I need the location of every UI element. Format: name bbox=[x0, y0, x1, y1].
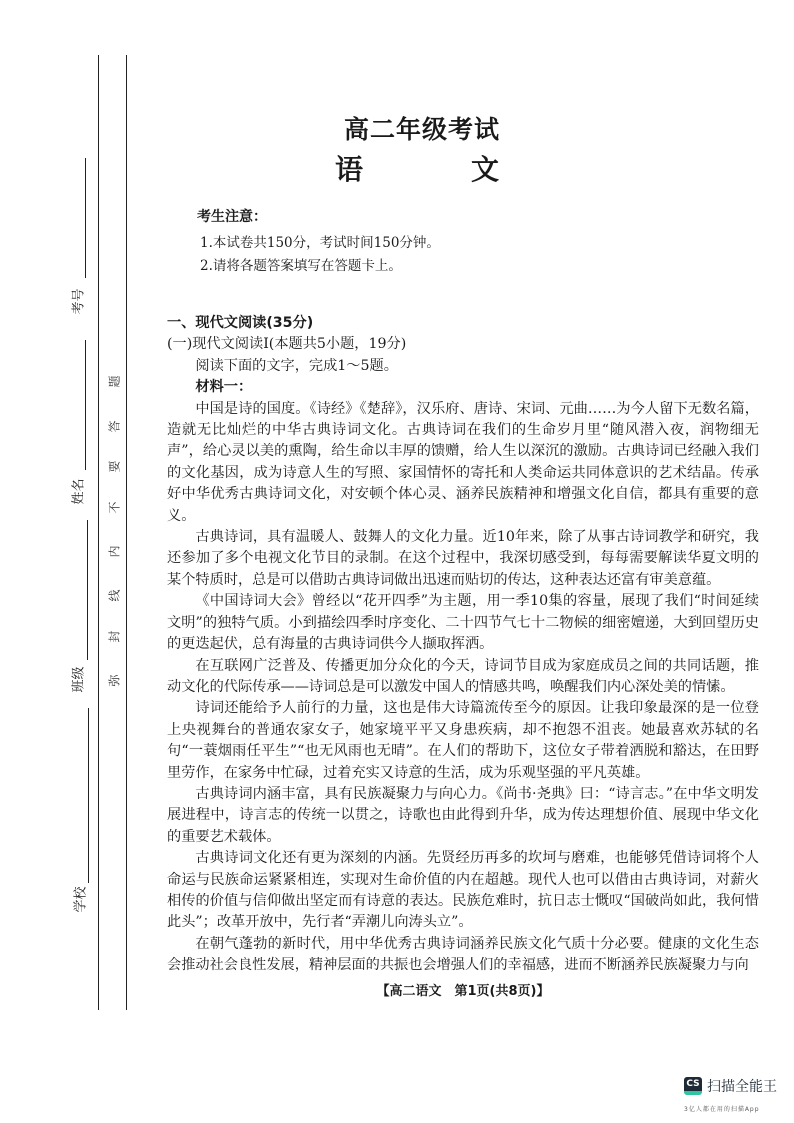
seal-char: 答 bbox=[107, 420, 122, 433]
school-label: 学校 bbox=[73, 886, 89, 913]
binding-line-inner bbox=[126, 55, 127, 1010]
seal-char: 要 bbox=[107, 460, 122, 473]
instruction: 阅读下面的文字，完成1～5题。 bbox=[195, 357, 398, 374]
exam-number-label: 考号 bbox=[71, 288, 87, 315]
notice-heading: 考生注意： bbox=[197, 209, 267, 225]
paragraph: 古典诗词内涵丰富，具有民族凝聚力与向心力。《尚书·尧典》曰：“诗言志。”在中华文明发展进程中，诗言志的传统一以贯之，诗歌也由此得到升华，成为传达理想价值、展现中华文化的重要艺术载体。 bbox=[167, 785, 759, 845]
seal-char: 题 bbox=[107, 375, 122, 388]
seal-char: 线 bbox=[107, 589, 122, 602]
material-label: 材料一： bbox=[195, 379, 253, 396]
sub-heading: (一)现代文阅读Ⅰ(本题共5小题，19分) bbox=[167, 336, 407, 353]
seal-char: 不 bbox=[107, 501, 122, 514]
seal-char: 封 bbox=[107, 630, 122, 643]
camscanner-logo-icon: CS bbox=[684, 1077, 702, 1095]
reading-passage bbox=[167, 313, 759, 1001]
page-footer: 【高二语文 第1页(共8页)】 bbox=[376, 983, 550, 999]
notice-item: 1.本试卷共150分，考试时间150分钟。 bbox=[200, 235, 440, 251]
paragraph: 在朝气蓬勃的新时代，用中华优秀古典诗词涵养民族文化气质十分必要。健康的文化生态会推动社会良性发展，精神层面的共振也会增强人们的幸福感，进而不断涵养民族凝聚力与向 bbox=[167, 935, 759, 974]
watermark-name: 扫描全能王 bbox=[707, 1079, 777, 1095]
paragraph: 古典诗词文化还有更为深刻的内涵。先贤经历再多的坎坷与磨难，也能够凭借诗词将个人命运与民族命运紧紧相连，实现对生命价值的内在超越。现代人也可以借由古典诗词，对薪火相传的价值与信仰做出坚定而有诗意的表达。民族危难时，抗日志士慨叹“国破尚如此，我何惜此头”；改革开放中，先行者“弄潮儿向涛头立”。 bbox=[167, 850, 759, 931]
paragraph: 《中国诗词大会》曾经以“花开四季”为主题，用一季10集的容量，展现了我们“时间延续文明”的独特气质。小到描绘四季时序变化、二十四节气七十二物候的细密嬗递，大到回望历史的更迭起伏，总有海量的古典诗词供今人撷取挥洒。 bbox=[167, 593, 759, 653]
paragraph: 在互联网广泛普及、传播更加分众化的今天，诗词节目成为家庭成员之间的共同话题，推动文化的代际传承——诗词总是可以激发中国人的情感共鸣，唤醒我们内心深处美的情愫。 bbox=[167, 657, 759, 695]
subject-title: 语 文 bbox=[334, 153, 539, 186]
paragraph: 古典诗词，具有温暖人、鼓舞人的文化力量。近10年来，除了从事古诗词教学和研究，我还参加了多个电视文化节目的录制。在这个过程中，我深切感受到，每每需要解读华夏文明的某个特质时，总是可以借助古典诗词做出迅速而贴切的传达，这种表达还富有审美意蕴。 bbox=[167, 529, 759, 588]
watermark-tagline: 3亿人都在用的扫描App bbox=[684, 1106, 760, 1113]
binding-line-outer bbox=[98, 55, 99, 1010]
notice-item: 2.请将各题答案填写在答题卡上。 bbox=[200, 258, 402, 274]
seal-char: 内 bbox=[107, 545, 122, 558]
field-underline-xuexiao bbox=[88, 708, 89, 883]
section-heading: 一、现代文阅读(35分) bbox=[167, 315, 314, 331]
paragraph: 诗词还能给予人前行的力量，这也是伟大诗篇流传至今的原因。让我印象最深的是一位登上央视舞台的普通农家女子，她家境平平又身患疾病，却不抱怨不沮丧。她最喜欢苏轼的名句“一蓑烟雨任平生”“也无风雨也无晴”。在人们的帮助下，这位女子带着洒脱和豁达，在田野里劳作，在家务中忙碌，过着充实又诗意的生活，成为乐观坚强的平凡英雄。 bbox=[167, 700, 759, 781]
class-label: 班级 bbox=[71, 666, 87, 693]
paragraph: 中国是诗的国度。《诗经》《楚辞》，汉乐府、唐诗、宋词、元曲……为今人留下无数名篇，造就无比灿烂的中华古典诗词文化。古典诗词在我们的生命岁月里“随风潜入夜，润物细无声”，给心灵以美的熏陶，给生命以丰厚的馈赠，给人生以深沉的激励。古典诗词已经融入我们的文化基因，成为诗意人生的写照、家国情怀的寄托和人类命运共同体意识的艺术结晶。传承好中华优秀古典诗词文化，对安顿个体心灵、涵养民族精神和增强文化自信，都具有重要的意义。 bbox=[167, 400, 759, 524]
seal-char: 弥 bbox=[107, 674, 122, 687]
scanner-watermark bbox=[684, 1076, 777, 1096]
field-underline-banji bbox=[87, 520, 88, 660]
name-label: 姓名 bbox=[71, 478, 87, 505]
exam-title: 高二年级考试 bbox=[343, 115, 500, 144]
field-underline-xingming bbox=[85, 340, 86, 470]
